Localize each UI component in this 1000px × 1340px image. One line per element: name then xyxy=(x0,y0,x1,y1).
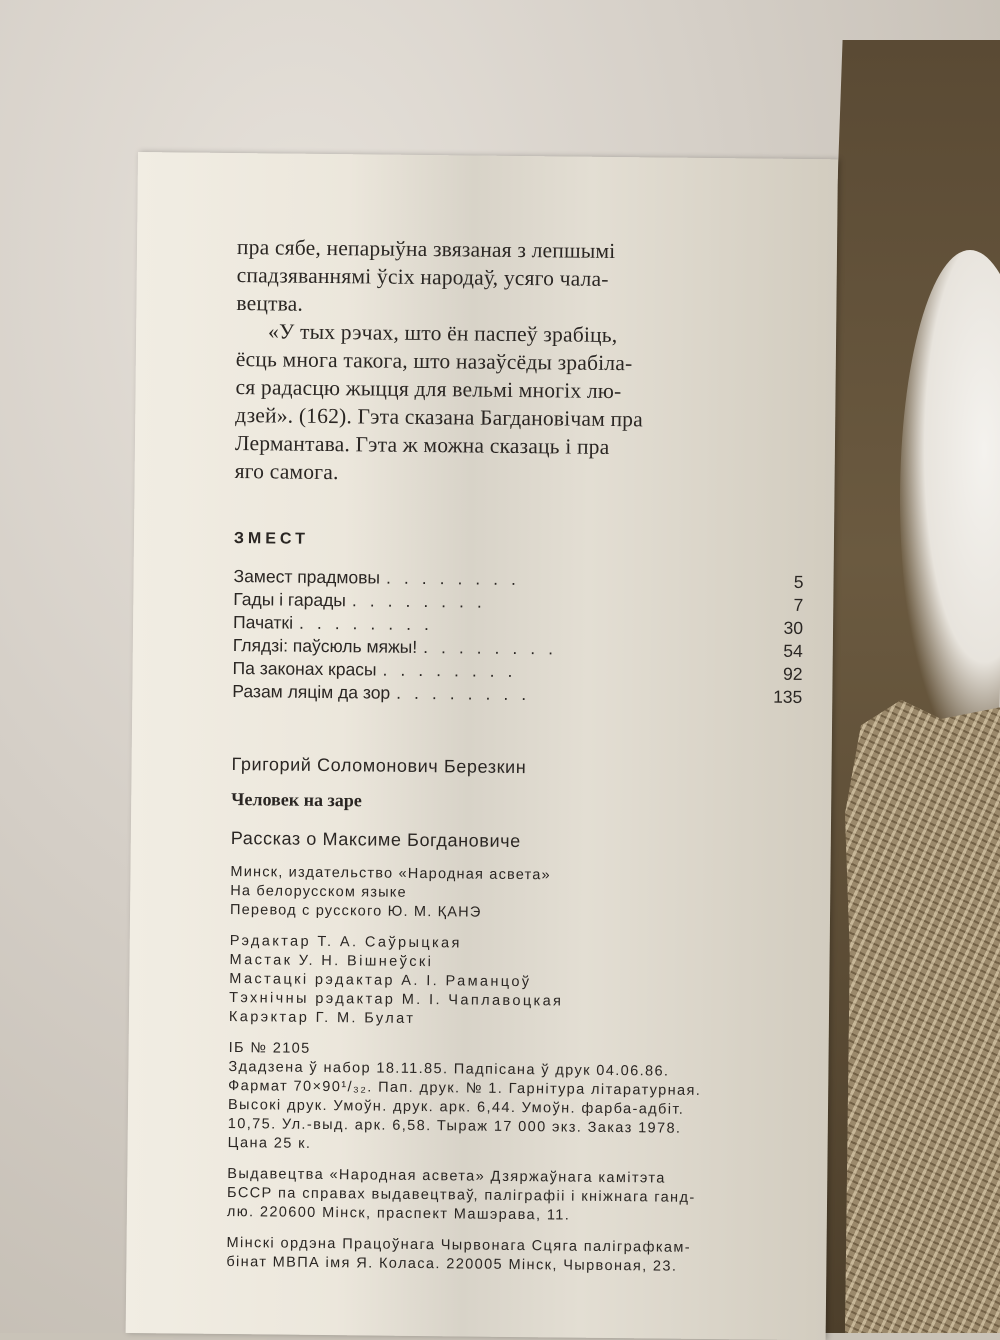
publisher-info xyxy=(230,863,801,926)
printer-info xyxy=(226,1234,796,1278)
text-line: 10,75. Ул.-выд. арк. 6,58. Тыраж 17 000 экз. Заказ 1978. xyxy=(227,1115,682,1137)
text-line: дзей». (162). Гэта сказана Багдановічам пра xyxy=(235,403,644,432)
credit-line: Мастацкі рэдактар А. І. Раманцоў xyxy=(229,971,532,991)
publisher-address xyxy=(227,1165,798,1228)
cover-illustration xyxy=(845,700,1000,1333)
text-line: На белорусском языке xyxy=(230,883,407,901)
toc-leader-dots: ........ xyxy=(382,659,526,682)
book-subtitle: Рассказ о Максиме Богдановиче xyxy=(230,828,521,852)
credit-line: Тэхнічны рэдактар М. І. Чаплавоцкая xyxy=(229,990,564,1010)
text-line: Здадзена ў набор 18.11.85. Падпісана ў друк 04.06.86. xyxy=(228,1058,670,1080)
text-line: Перевод с русского Ю. М. ҚАНЭ xyxy=(229,902,482,921)
text-line: вецтва. xyxy=(236,291,304,316)
text-line: Цана 25 к. xyxy=(227,1134,312,1152)
credit-line: Рэдактар Т. А. Саўрыцкая xyxy=(229,933,462,952)
book-title: Человек на заре xyxy=(231,789,362,811)
imprint xyxy=(226,754,801,1278)
toc-entry-title: Разам ляцім да зор xyxy=(232,681,391,703)
toc-leader-dots: ........ xyxy=(385,567,530,590)
toc-entry-page: 5 xyxy=(793,571,804,592)
toc-entry-page: 7 xyxy=(793,594,804,615)
toc-entry-page: 54 xyxy=(783,640,803,661)
text-line: Мінскі ордэна Працоўнага Чырвонага Сцяга паліграфкам- xyxy=(226,1234,692,1256)
text-line: яго самога. xyxy=(234,459,339,485)
text-line: Лермантава. Гэта ж можна сказаць і пра xyxy=(234,431,610,459)
toc-entry-title: Па законах красы xyxy=(232,658,377,680)
credits xyxy=(229,932,800,1033)
toc-entry-page: 135 xyxy=(773,686,803,707)
technical-data xyxy=(228,1039,799,1159)
text-line: ІБ № 2105 xyxy=(228,1039,311,1057)
text-line: ёсць многа такога, што назаўсёды зрабіла- xyxy=(235,347,633,376)
toc-heading: ЗМЕСТ xyxy=(233,530,309,548)
text-line: пра сябе, непарыўна звязаная з лепшымі xyxy=(236,235,616,264)
text-line: «У тых рэчах, што ён паспеў зрабіць, xyxy=(268,319,618,348)
toc-entry-page: 30 xyxy=(783,617,804,638)
table-of-contents xyxy=(232,566,803,710)
text-line: бінат МВПА імя Я. Коласа. 220005 Мінск, Чырвоная, 23. xyxy=(226,1253,678,1275)
toc-entry-page: 92 xyxy=(782,663,803,684)
toc-entry-title: Гады і гарады xyxy=(233,589,347,611)
toc-entry-title: Замест прадмовы xyxy=(233,566,381,588)
book-page xyxy=(126,152,838,1340)
text-line: Фармат 70×90¹/₃₂. Пап. друк. № 1. Гарнітура літаратурная. xyxy=(228,1077,702,1099)
text-line: ся радасцю жыцця для вельмі многіх лю- xyxy=(235,375,622,404)
text-line: спадзяваннямі ўсіх народаў, усяго чала- xyxy=(236,263,609,291)
credit-line: Мастак У. Н. Вішнеўскі xyxy=(229,952,434,971)
text-line: Высокі друк. Умоўн. друк. арк. 6,44. Умоўн. фарба-адбіт. xyxy=(227,1096,685,1118)
toc-leader-dots: ........ xyxy=(423,637,567,659)
toc-entry-title: Глядзі: паўсюль мяжы! xyxy=(232,635,418,657)
toc-entry-title: Пачаткі xyxy=(232,612,294,633)
toc-leader-dots: ........ xyxy=(396,682,540,705)
page-content xyxy=(226,233,807,1278)
toc-leader-dots: ........ xyxy=(351,590,495,612)
text-line: Выдавецтва «Народная асвета» Дзяржаўнага камітэта xyxy=(227,1165,666,1187)
text-line: БССР па справах выдавецтваў, паліграфіі і кніжнага ганд- xyxy=(227,1184,696,1206)
text-line: лю. 220600 Мінск, праспект Машэрава, 11. xyxy=(226,1203,571,1224)
paragraph-1 xyxy=(236,233,807,323)
toc-entry xyxy=(232,681,802,710)
toc-leader-dots: ........ xyxy=(298,612,443,635)
book-author: Григорий Соломонович Березкин xyxy=(231,754,527,778)
paragraph-2 xyxy=(235,317,807,491)
text-line: Минск, издательство «Народная асвета» xyxy=(230,864,551,884)
credit-line: Карэктар Г. М. Булат xyxy=(228,1009,416,1027)
